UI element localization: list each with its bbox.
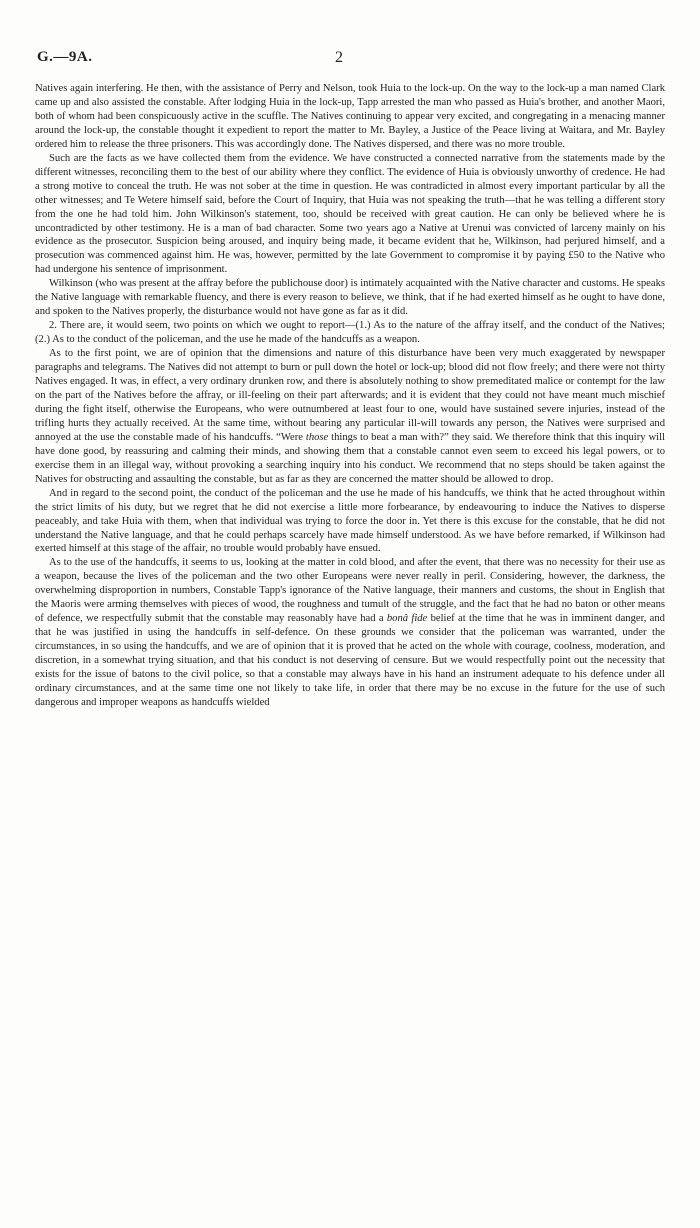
text-run: And in regard to the second point, the conduct of the policeman and the use he made of his handcuffs, we think that he acted throughout within the strict limits of his duty, but we regret that he did not exercise a little more forbearance, by endeavouring to induce the Natives to disperse peaceably, and take Huia with them, when that individual was trying to force the door in. Yet there is this excuse for the constable, that he did not understand the Native language, and that he could perhaps scarcely have made himself understood. As we have before remarked, if Wilkinson had exerted himself at this stage of the affair, no trouble would probably have ensued. [35,487,665,555]
text-run: Such are the facts as we have collected them from the evidence. We have constructed a connected narrative from the statements made by the different witnesses, reconciling them to the best of our ability where they conflict. The evidence of Huia is obviously unworthy of credence. He had a strong motive to conceal the truth. He was not sober at the time in question. He was contradicted in almost every important particular by all the other witnesses; and Te Wetere himself said, before the Court of Inquiry, that Huia was not speaking the truth—that he was telling a different story from the one he had told him. John Wilkinson's statement, too, should be received with great caution. He can only be believed where he is uncontradicted by other testimony. He is a man of bad character. Some two years ago a Native at Urenui was convicted of larceny mainly on his evidence as the prosecutor. Suspicion being aroused, and inquiry being made, it became evident that he, Wilkinson, had perjured himself, and a prosecution was commenced against him. He was, however, permitted by the late Government to compromise it by paying £50 to the Native who had undergone his sentence of imprisonment. [35,152,665,276]
italic-text-run: those [305,431,329,443]
text-run: 2. There are, it would seem, two points on which we ought to report—(1.) As to the nature of the affray itself, and the conduct of the Natives; (2.) As to the conduct of the policeman, and the use he made of the handcuffs as a weapon. [35,320,665,346]
text-run: As to the first point, we are of opinion that the dimensions and nature of this disturbance have been very much exaggerated by newspaper paragraphs and telegrams. The Natives did not attempt to burn or pull down the hotel or lock-up; blood did not flow freely; and there were not thirty Natives engaged. It was, in effect, a very ordinary drunken row, and there is absolutely nothing to show premeditated malice or contempt for the law on the part of the Natives before the affray, or ill-feeling on their part afterwards; and it is evident that they could not have meant much mischief during the fight itself, otherwise the Europeans, who were outnumbered at least four to one, would have sustained severe injuries, instead of the trifling hurts they actually received. At the same time, without bearing any particular ill-will towards any person, the Natives were surprised and annoyed at the use the constable made of his handcuffs. “Were [35,348,665,443]
text-run: As to the use of the handcuffs, it seems to us, looking at the matter in cold blood, and after the event, that there was no necessity for their use as a weapon, because the lives of the policeman and the two other Europeans were never really in peril. Considering, however, the darkness, the overwhelming disproportion in numbers, Constable Tapp's ignorance of the Native language, their manners and customs, the shout in English that the Maoris were arming themselves with pieces of wood, the roughness and tumult of the struggle, and the fact that he had no baton or other means of defence, we respectfully submit that the constable may reasonably have had a [35,557,665,625]
paragraph [35,487,665,557]
paragraph [35,277,665,319]
paragraph [35,347,665,487]
page-number: 2 [335,49,343,66]
paragraph [35,152,665,278]
paragraph [35,82,665,152]
italic-text-run: bonâ fide [386,613,428,625]
report-body [35,82,665,710]
text-run: belief at the time that he was in imminent danger, and that he was justified in using the handcuffs in self-defence. On these grounds we consider that the policeman was warranted, under the circumstances, in so using the handcuffs, and we are of opinion that it is proved that he acted on the whole with courage, coolness, moderation, and discretion, in a somewhat trying situation, and that his conduct is not deserving of censure. But we would respectfully point out the necessity that exists for the issue of batons to the civil police, so that a constable may always have in his hand an instrument adequate to his defence under all ordinary circumstances, and at the same time one not likely to take life, in order that there may be no excuse in the future for the use of such dangerous and improper weapons as handcuffs wielded [35,613,665,708]
paragraph [35,319,665,347]
document-reference: G.—9A. [37,49,93,65]
text-run: Wilkinson (who was present at the affray before the publichouse door) is intimately acquainted with the Native character and customs. He speaks the Native language with remarkable fluency, and there is every reason to believe, we think, that if he had exerted himself as he ought to have done, and spoken to the Natives properly, the disturbance would not have gone as far as it did. [35,278,665,318]
text-run: things to beat a man with?” they said. We therefore think that this inquiry will have done good, by reassuring and calming their minds, and showing them that a constable cannot even seem to exceed his legal powers, or to exercise them in an illegal way, without provoking a searching inquiry into his conduct. We recommend that no steps should be taken against the Natives for obstructing and assaulting the constable, but as far as they are concerned the matter should be allowed to drop. [35,431,665,485]
paragraph [35,556,665,709]
text-run: Natives again interfering. He then, with the assistance of Perry and Nelson, took Huia to the lock-up. On the way to the lock-up a man named Clark came up and also assisted the constable. After lodging Huia in the lock-up, Tapp arrested the man who passed as Huia's brother, and another Maori, both of whom had been conspicuously active in the scuffle. The Natives continuing to appear very excited, and congregating in a menacing manner around the lock-up, the constable thought it expedient to report the matter to Mr. Bayley, a Justice of the Peace living at Waitara, and Mr. Bayley ordered him to release the three prisoners. This was accordingly done. The Natives dispersed, and there was no more trouble. [35,83,665,150]
